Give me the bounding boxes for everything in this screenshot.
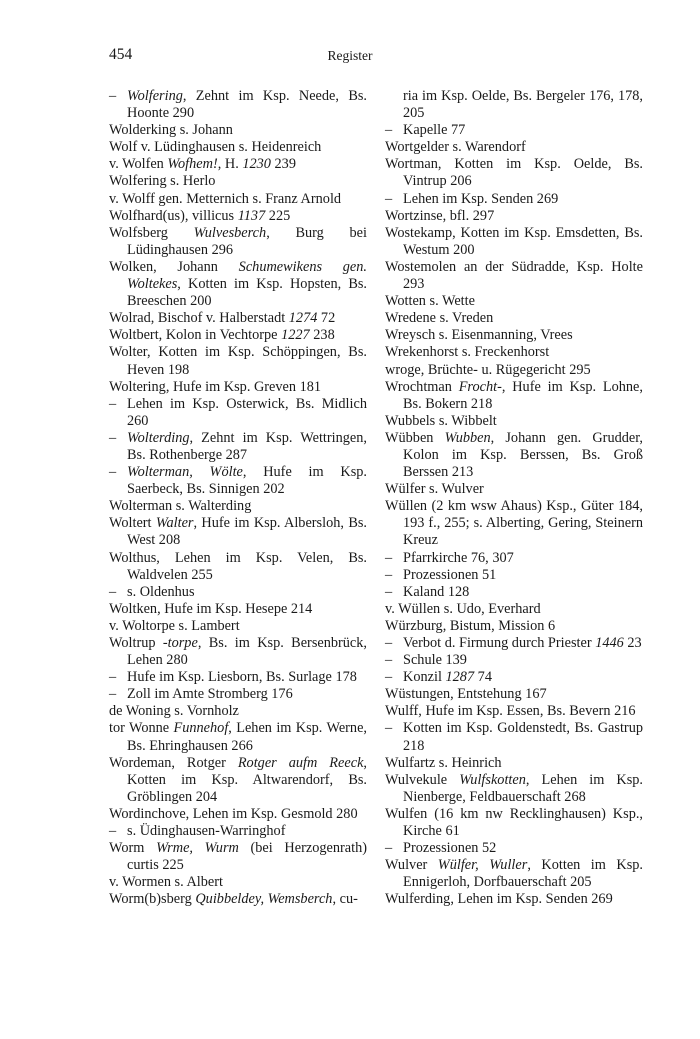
index-entry: – Prozessionen 52	[385, 840, 497, 857]
index-entry: Woltert Walter, Hufe im Ksp. Albersloh, Bs. West 208	[109, 515, 367, 549]
index-entry: – s. Oldenhus	[109, 583, 195, 600]
index-entry: Wülfer s. Wulver	[385, 481, 484, 498]
index-entry: Wulvekule Wulfskotten, Lehen im Ksp. Nienberge, Feldbauerschaft 268	[385, 771, 643, 805]
index-entry: – Verbot d. Firmung durch Priester 1446 23	[385, 635, 642, 651]
index-entry: – Hufe im Ksp. Liesborn, Bs. Surlage 178	[109, 669, 357, 686]
index-column-left	[109, 88, 367, 909]
index-entry: tor Wonne Funnehof, Lehen im Ksp. Werne, Bs. Ehringhausen 266	[109, 720, 368, 754]
index-entry: Wolter, Kotten im Ksp. Schöppingen, Bs. Heven 198	[109, 344, 367, 378]
index-entry: Worm(b)sberg Quibbeldey, Wemsberch, cu-	[109, 891, 358, 908]
index-entry: – Schule 139	[385, 652, 467, 669]
index-entry: Wolf v. Lüdinghausen s. Heidenreich	[109, 139, 322, 156]
index-entry: Worm Wrme, Wurm (bei Herzogenrath) curtis 225	[109, 840, 367, 874]
index-entry: Würzburg, Bistum, Mission 6	[385, 617, 556, 634]
index-entry: Wolterman s. Walterding	[109, 498, 252, 515]
index-entry: Wrochtman Frocht-, Hufe im Ksp. Lohne, Bs. Bokern 218	[385, 378, 643, 412]
index-entry: Wulff, Hufe im Ksp. Essen, Bs. Bevern 216	[385, 703, 636, 720]
index-entry: Wordeman, Rotger Rotger aufm Reeck, Kotten im Ksp. Altwarendorf, Bs. Gröblingen 204	[109, 754, 367, 805]
index-entry: Wostemolen an der Südradde, Ksp. Holte 293	[385, 258, 643, 293]
index-entry: wroge, Brüchte- u. Rügegericht 295	[385, 361, 591, 378]
index-entry: Wolderking s. Johann	[109, 122, 233, 139]
index-column-right	[385, 88, 643, 909]
index-entry: Wolrad, Bischof v. Halberstadt 1274 72	[109, 310, 336, 327]
index-entry: Wreysch s. Eisenmanning, Vrees	[385, 327, 573, 344]
index-entry: Wordinchove, Lehen im Ksp. Gesmold 280	[109, 805, 358, 822]
index-entry: Wostekamp, Kotten im Ksp. Emsdetten, Bs. Westum 200	[385, 224, 643, 258]
index-entry: Wulferding, Lehen im Ksp. Senden 269	[385, 891, 613, 908]
index-entry: Wolthus, Lehen im Ksp. Velen, Bs. Waldvelen 255	[109, 549, 367, 583]
index-entry: – Kaland 128	[385, 583, 470, 600]
index-entry: v. Wormen s. Albert	[109, 874, 224, 891]
index-entry: – Konzil 1287 74	[385, 669, 492, 686]
index-entry: – Wolterman, Wölte, Hufe im Ksp. Saerbeck, Bs. Sinnigen 202	[109, 464, 367, 498]
index-entry: Wotten s. Wette	[385, 293, 475, 310]
index-entry: Wulfen (16 km nw Recklinghausen) Ksp., Kirche 61	[385, 805, 643, 840]
index-entry: v. Wüllen s. Udo, Everhard	[385, 600, 541, 617]
index-entry: Wortman, Kotten im Ksp. Oelde, Bs. Vintrup 206	[385, 156, 643, 190]
index-entry: ria im Ksp. Oelde, Bs. Bergeler 176, 178, 205	[403, 88, 643, 122]
index-entry: v. Wolff gen. Metternich s. Franz Arnold	[109, 190, 342, 207]
index-entry: – Wolterding, Zehnt im Ksp. Wettringen, Bs. Rothenberge 287	[109, 429, 367, 463]
page-number: 454	[109, 46, 133, 63]
index-entry: v. Wolfen Wofhem!, H. 1230 239	[109, 156, 296, 173]
index-entry: Wredene s. Vreden	[385, 310, 494, 327]
index-entry: Woltrup -torpe, Bs. im Ksp. Bersenbrück, Lehen 280	[109, 635, 368, 669]
index-entry: Woltbert, Kolon in Vechtorpe 1227 238	[109, 327, 335, 344]
index-entry: – Lehen im Ksp. Osterwick, Bs. Midlich 260	[109, 395, 367, 429]
index-entry: Wüllen (2 km wsw Ahaus) Ksp., Güter 184, 193 f., 255; s. Alberting, Gering, Steinern Kreuz	[385, 498, 643, 549]
index-entry: Wulver Wülfer, Wuller, Kotten im Ksp. Ennigerloh, Dorfbauerschaft 205	[385, 857, 643, 891]
index-entry: Wolfhard(us), villicus 1137 225	[109, 207, 291, 224]
index-entry: – Zoll im Amte Stromberg 176	[109, 686, 293, 703]
index-entry: Wortzinse, bfl. 297	[385, 207, 495, 224]
index-entry: Wrekenhorst s. Freckenhorst	[385, 344, 550, 361]
index-entry: – s. Üdinghausen-Warringhof	[109, 823, 286, 840]
index-entry: Wolfering s. Herlo	[109, 173, 216, 190]
index-entry: – Lehen im Ksp. Senden 269	[385, 190, 559, 207]
index-entry: – Pfarrkirche 76, 307	[385, 549, 514, 566]
running-head: Register	[327, 48, 373, 63]
index-entry: Wortgelder s. Warendorf	[385, 139, 526, 156]
index-entry: Wubbels s. Wibbelt	[385, 412, 497, 429]
index-entry: Woltken, Hufe im Ksp. Hesepe 214	[109, 600, 313, 617]
index-entry: – Kapelle 77	[385, 122, 466, 139]
index-entry: – Kotten im Ksp. Goldenstedt, Bs. Gastrup 218	[385, 720, 643, 754]
index-entry: Wübben Wubben, Johann gen. Grudder, Kolon im Ksp. Berssen, Bs. Groß Berssen 213	[385, 429, 643, 481]
index-entry: – Prozessionen 51	[385, 566, 497, 583]
index-entry: de Woning s. Vornholz	[109, 703, 239, 720]
index-entry: Woltering, Hufe im Ksp. Greven 181	[109, 378, 322, 395]
index-entry: Wolken, Johann Schumewikens gen. Woltekes, Kotten im Ksp. Hopsten, Bs. Breeschen 200	[109, 258, 367, 310]
index-entry: Wolfsberg Wulvesberch, Burg bei Lüdinghausen 296	[109, 224, 367, 258]
index-entry: Wüstungen, Entstehung 167	[385, 686, 547, 703]
index-entry: v. Woltorpe s. Lambert	[109, 617, 240, 634]
index-entry: Wulfartz s. Heinrich	[385, 754, 502, 771]
index-entry: – Wolfering, Zehnt im Ksp. Neede, Bs. Hoonte 290	[109, 88, 367, 122]
